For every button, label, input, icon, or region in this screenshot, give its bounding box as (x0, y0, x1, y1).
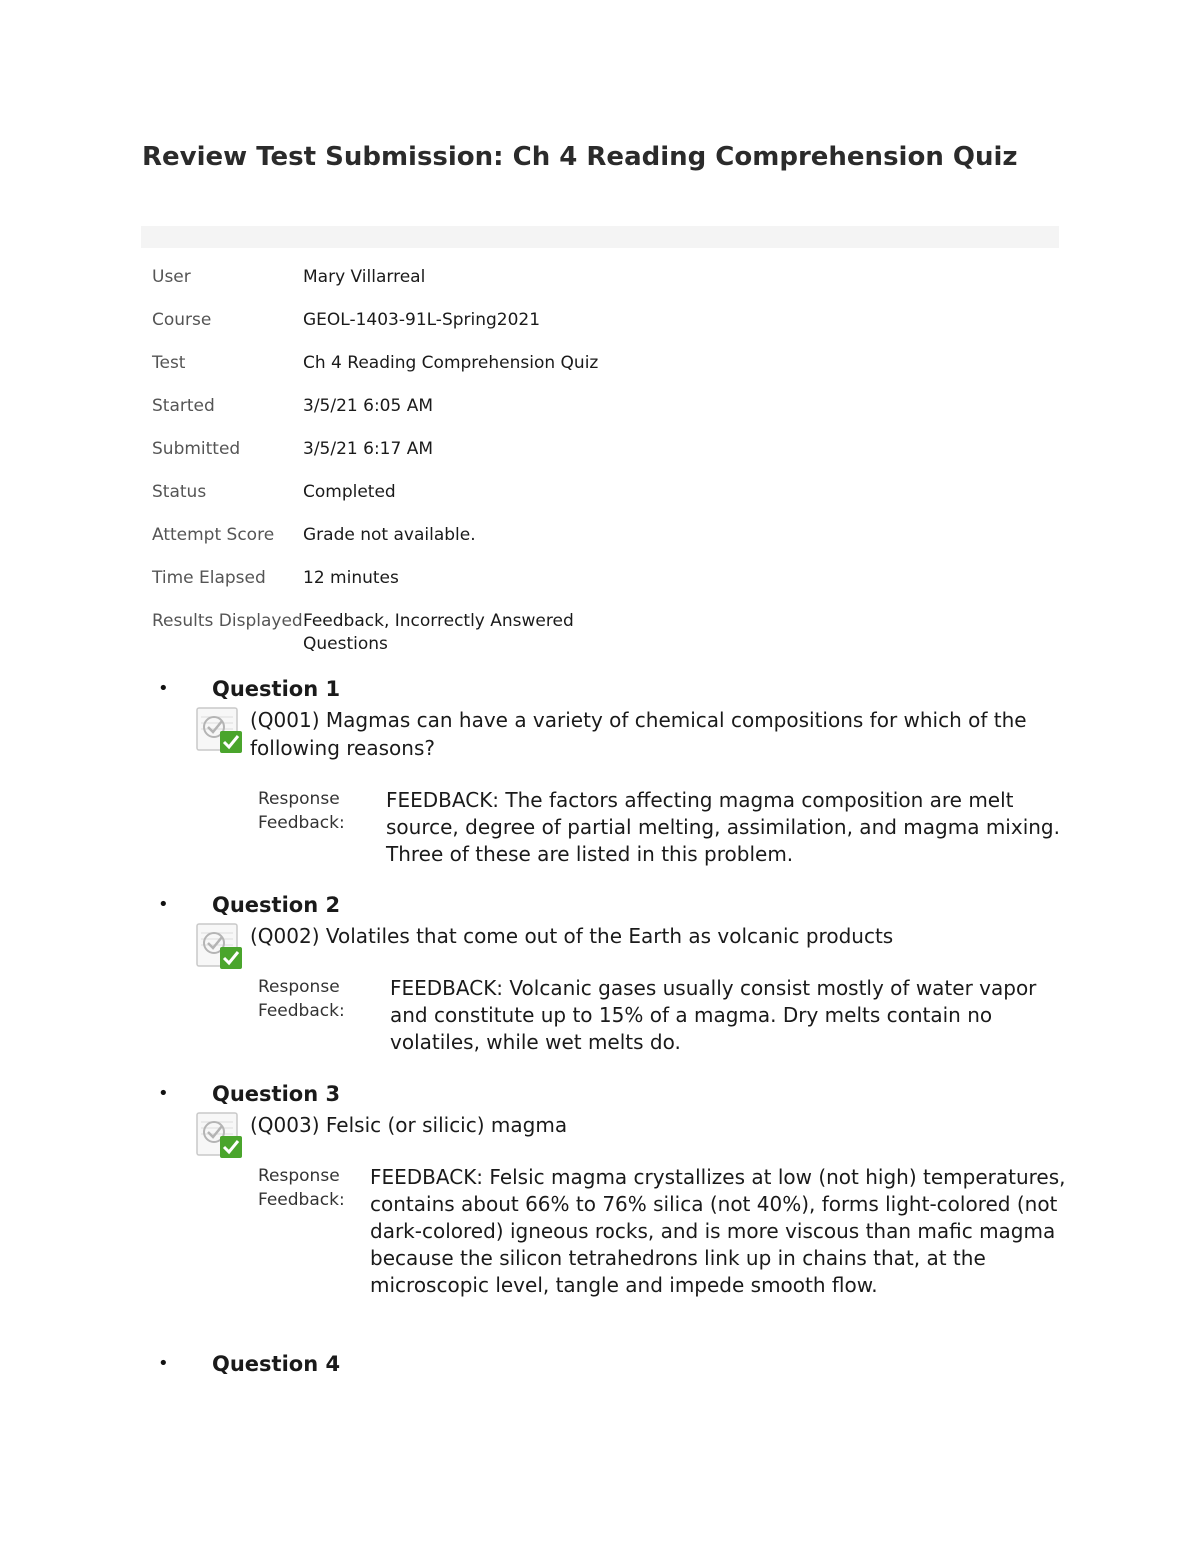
page-title: Review Test Submission: Ch 4 Reading Comprehension Quiz (142, 142, 1018, 172)
question-heading: Question 3 (212, 1082, 341, 1106)
question-item (158, 676, 1088, 876)
summary-label: Started (152, 396, 215, 416)
bullet-icon: • (158, 1353, 169, 1374)
summary-label: Attempt Score (152, 525, 275, 545)
summary-label: Status (152, 482, 207, 502)
summary-value: Feedback, Incorrectly Answered Questions (303, 611, 574, 654)
question-item (158, 1081, 1088, 1341)
response-feedback-label: Response Feedback: (258, 977, 345, 1021)
question-heading: Question 2 (212, 893, 341, 917)
bullet-icon: • (158, 1083, 169, 1104)
submission-summary (152, 266, 852, 676)
question-heading: Question 1 (212, 677, 341, 701)
summary-value: 3/5/21 6:05 AM (303, 396, 433, 416)
response-feedback-text: FEEDBACK: Felsic magma crystallizes at low (not high) temperatures, contains about 66% to 76% silica (not 40%), forms light-colored (not dark-colored) igneous rocks, and is more viscous than mafic magma because the silicon tetrahedrons link up in chains that, at the microscopic level, tangle and impede smooth flow. (370, 1165, 1066, 1297)
summary-label: Course (152, 310, 212, 330)
summary-row-attempt-score (152, 524, 852, 547)
summary-label: Submitted (152, 439, 241, 459)
bullet-icon: • (158, 894, 169, 915)
summary-value: 12 minutes (303, 568, 399, 588)
response-feedback-label: Response Feedback: (258, 1166, 345, 1210)
correct-answer-icon (196, 1112, 244, 1160)
response-feedback-text: FEEDBACK: Volcanic gases usually consist mostly of water vapor and constitute up to 15% of a magma. Dry melts contain no volatiles, while wet melts do. (390, 976, 1037, 1054)
question-item (158, 1351, 1088, 1391)
summary-row-submitted (152, 438, 852, 461)
response-feedback-label: Response Feedback: (258, 789, 345, 833)
summary-value: Completed (303, 482, 396, 502)
summary-value: Ch 4 Reading Comprehension Quiz (303, 353, 599, 373)
title-divider-bar (141, 226, 1059, 248)
summary-label: Time Elapsed (152, 568, 266, 588)
summary-value: 3/5/21 6:17 AM (303, 439, 433, 459)
summary-row-course (152, 309, 852, 332)
question-heading: Question 4 (212, 1352, 341, 1376)
summary-value: Grade not available. (303, 525, 476, 545)
response-feedback-text: FEEDBACK: The factors affecting magma composition are melt source, degree of partial melting, assimilation, and magma mixing. Three of these are listed in this problem. (386, 788, 1060, 866)
summary-label: User (152, 267, 191, 287)
question-text: (Q001) Magmas can have a variety of chemical compositions for which of the following reasons? (250, 708, 1027, 760)
question-item (158, 892, 1088, 1072)
question-text: (Q003) Felsic (or silicic) magma (250, 1113, 568, 1137)
summary-row-test (152, 352, 852, 375)
correct-answer-icon (196, 923, 244, 971)
summary-value: GEOL-1403-91L-Spring2021 (303, 310, 541, 330)
summary-row-results-displayed (152, 610, 852, 656)
summary-label: Results Displayed (152, 611, 303, 631)
summary-row-time-elapsed (152, 567, 852, 590)
summary-label: Test (152, 353, 186, 373)
correct-answer-icon (196, 707, 244, 755)
summary-row-user (152, 266, 852, 289)
question-text: (Q002) Volatiles that come out of the Earth as volcanic products (250, 924, 894, 948)
summary-row-started (152, 395, 852, 418)
bullet-icon: • (158, 678, 169, 699)
summary-value: Mary Villarreal (303, 267, 426, 287)
summary-row-status (152, 481, 852, 504)
